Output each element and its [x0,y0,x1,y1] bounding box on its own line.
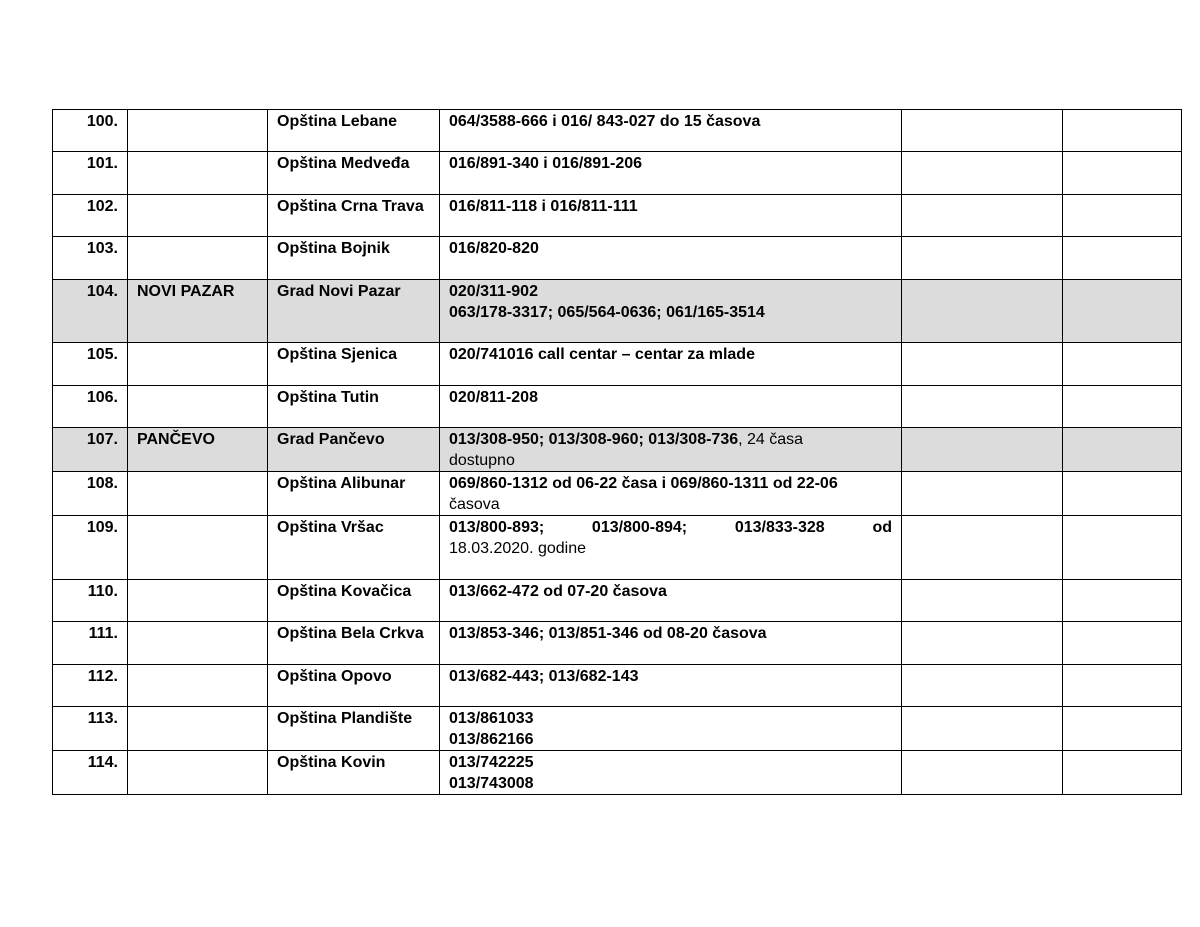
phone-line-regular-text: dostupno [449,452,515,469]
phone-line-bold-text: 064/3588-666 i 016/ 843-027 do 15 časova [449,113,761,130]
row-number-cell: 106. [53,386,128,428]
row-number-cell: 114. [53,751,128,795]
municipality-cell: Grad Pančevo [268,428,440,472]
phone-cell [440,622,902,665]
row-number-cell: 111. [53,622,128,665]
empty-cell [902,751,1063,795]
table-row [53,110,1182,152]
city-cell [128,516,268,580]
row-number-cell: 113. [53,707,128,751]
table-row [53,622,1182,665]
phone-cell [440,472,902,516]
municipality-cell: Opština Sjenica [268,343,440,386]
phone-line-bold-text: 016/811-118 i 016/811-111 [449,198,638,215]
table-row [53,580,1182,622]
phone-line [449,494,892,515]
empty-cell [1063,622,1182,665]
phone-cell [440,195,902,237]
phone-number: od [872,519,892,536]
phone-number: 013/833-328 [734,519,825,536]
empty-cell [1063,516,1182,580]
empty-cell [1063,110,1182,152]
phone-line-bold-text: 013/308-950; 013/308-960; 013/308-736 [449,431,739,448]
phone-line [449,387,892,408]
phone-number: 013/800-894; [591,519,688,536]
table-row [53,665,1182,707]
empty-cell [902,110,1063,152]
phone-line [449,666,892,687]
empty-cell [902,280,1063,343]
city-cell [128,472,268,516]
phone-cell [440,152,902,195]
phone-cell [440,280,902,343]
phone-cell [440,386,902,428]
empty-cell [902,152,1063,195]
empty-cell [1063,472,1182,516]
municipality-cell: Opština Kovin [268,751,440,795]
phone-line [449,153,892,174]
municipality-cell: Opština Bela Crkva [268,622,440,665]
phone-line-bold-text: 020/741016 call centar – centar za mlade [449,346,755,363]
city-cell [128,110,268,152]
empty-cell [902,580,1063,622]
municipality-cell: Grad Novi Pazar [268,280,440,343]
phone-cell [440,110,902,152]
row-number-cell: 104. [53,280,128,343]
empty-cell [902,386,1063,428]
phone-line [449,196,892,217]
phone-line-bold-text: 013/743008 [449,775,534,792]
city-cell: NOVI PAZAR [128,280,268,343]
table-row [53,343,1182,386]
phone-line [449,238,892,259]
phone-line-regular-text: , 24 časa [738,431,804,448]
empty-cell [902,237,1063,280]
city-cell [128,386,268,428]
phone-line-bold-text: 013/862166 [449,731,534,748]
contacts-table-body [53,110,1182,795]
phone-line [449,581,892,602]
phone-line [449,623,892,644]
empty-cell [1063,428,1182,472]
city-cell [128,622,268,665]
phone-line-bold-text: 069/860-1312 od 06-22 časa i 069/860-1311 od 22-06 [449,475,838,492]
empty-cell [1063,580,1182,622]
empty-cell [1063,707,1182,751]
phone-line [449,752,892,773]
phone-line-bold-text: 013/861033 [449,710,534,727]
table-row [53,195,1182,237]
phone-line [449,473,892,494]
empty-cell [902,516,1063,580]
phone-line-bold-text: 020/811-208 [449,389,538,406]
phone-cell [440,580,902,622]
table-row [53,751,1182,795]
phone-line [449,773,892,794]
row-number-cell: 101. [53,152,128,195]
city-cell [128,152,268,195]
empty-cell [902,428,1063,472]
municipality-cell: Opština Vršac [268,516,440,580]
city-cell: PANČEVO [128,428,268,472]
empty-cell [902,665,1063,707]
empty-cell [1063,343,1182,386]
empty-cell [1063,152,1182,195]
municipality-cell: Opština Lebane [268,110,440,152]
municipality-cell: Opština Crna Trava [268,195,440,237]
row-number-cell: 100. [53,110,128,152]
table-row [53,237,1182,280]
phone-cell [440,343,902,386]
empty-cell [902,707,1063,751]
city-cell [128,237,268,280]
phone-line-bold-text: 013/662-472 od 07-20 časova [449,583,667,600]
phone-line-bold-text: 013/682-443; 013/682-143 [449,668,639,685]
table-row [53,707,1182,751]
phone-line [449,729,892,750]
phone-line [449,281,892,302]
city-cell [128,195,268,237]
phone-line-bold-text: 063/178-3317; 065/564-0636; 061/165-3514 [449,304,765,321]
table-row [53,516,1182,580]
municipality-cell: Opština Plandište [268,707,440,751]
empty-cell [1063,195,1182,237]
municipality-cell: Opština Opovo [268,665,440,707]
table-row [53,152,1182,195]
row-number-cell: 105. [53,343,128,386]
row-number-cell: 109. [53,516,128,580]
table-row [53,386,1182,428]
phone-cell [440,428,902,472]
city-cell [128,580,268,622]
phone-line [449,538,892,559]
phone-line [449,302,892,323]
municipality-cell: Opština Kovačica [268,580,440,622]
table-row [53,428,1182,472]
municipality-cell: Opština Alibunar [268,472,440,516]
empty-cell [902,622,1063,665]
contacts-table [52,109,1182,795]
municipality-cell: Opština Bojnik [268,237,440,280]
row-number-cell: 103. [53,237,128,280]
empty-cell [1063,237,1182,280]
phone-line [449,450,892,471]
phone-line [449,708,892,729]
phone-cell [440,665,902,707]
phone-line [449,111,892,132]
phone-line-bold-text: 016/820-820 [449,240,539,257]
phone-line [449,429,892,450]
row-number-cell: 107. [53,428,128,472]
phone-line-regular-text: časova [449,496,500,513]
empty-cell [1063,386,1182,428]
empty-cell [902,343,1063,386]
city-cell [128,751,268,795]
city-cell [128,343,268,386]
municipality-cell: Opština Tutin [268,386,440,428]
row-number-cell: 108. [53,472,128,516]
phone-cell [440,751,902,795]
row-number-cell: 110. [53,580,128,622]
phone-line-bold-text: 013/853-346; 013/851-346 od 08-20 časova [449,625,767,642]
phone-line-bold-text: 016/891-340 i 016/891-206 [449,155,643,172]
phone-line-bold-text: 020/311-902 [449,283,538,300]
empty-cell [902,472,1063,516]
empty-cell [1063,751,1182,795]
phone-line [449,344,892,365]
row-number-cell: 112. [53,665,128,707]
row-number-cell: 102. [53,195,128,237]
municipality-cell: Opština Medveđa [268,152,440,195]
city-cell [128,665,268,707]
empty-cell [1063,280,1182,343]
empty-cell [1063,665,1182,707]
phone-cell [440,237,902,280]
empty-cell [902,195,1063,237]
phone-cell [440,516,902,580]
table-row [53,280,1182,343]
phone-justified-line [449,517,892,538]
table-row [53,472,1182,516]
phone-line-bold-text: 013/742225 [449,754,534,771]
city-cell [128,707,268,751]
phone-cell [440,707,902,751]
phone-line-regular-text: 18.03.2020. godine [449,540,587,557]
phone-number: 013/800-893; [449,519,545,536]
